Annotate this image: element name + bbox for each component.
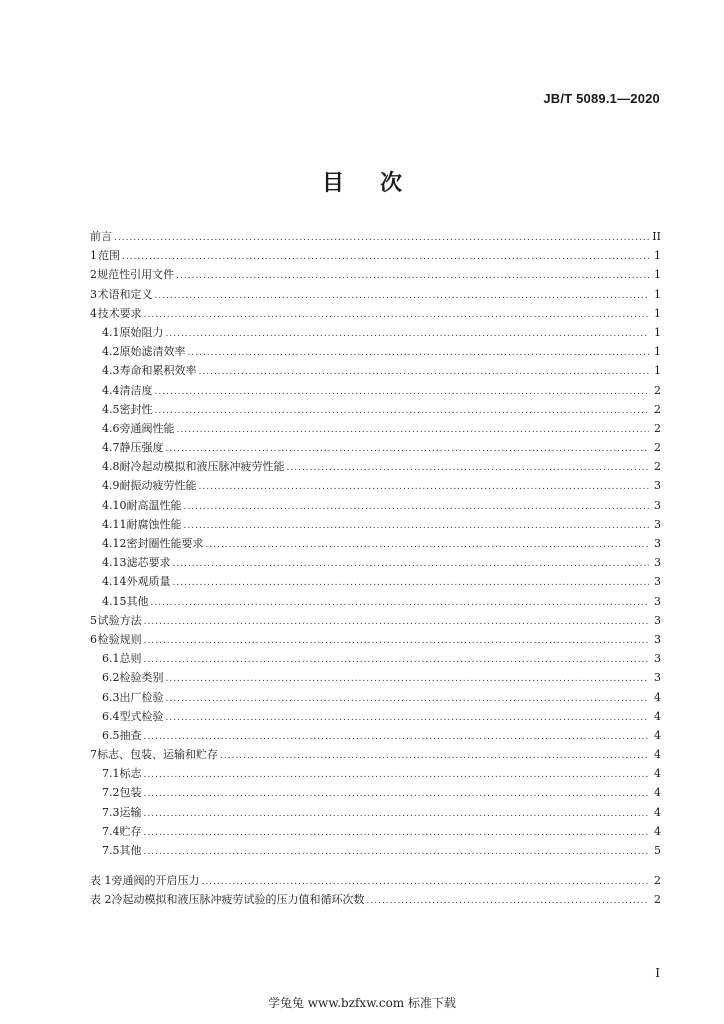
toc-entry-label: 术语和定义 (97, 287, 153, 301)
toc-entry-number: 6.2 (102, 671, 120, 685)
toc-entry-number: 4.11 (102, 517, 127, 531)
toc-entry[interactable] (90, 515, 661, 534)
toc-entry-page: 4 (654, 728, 661, 742)
toc-entry-page: 2 (654, 441, 661, 455)
toc-entry[interactable] (90, 611, 661, 630)
table-list-entry[interactable] (90, 871, 661, 890)
toc-entry-label: 外观质量 (126, 575, 171, 589)
toc-entry-number: 4.13 (102, 556, 127, 570)
toc-entry-label: 静压强度 (119, 441, 164, 455)
page-title (0, 166, 724, 197)
toc-entry-number: 4.9 (102, 479, 120, 493)
toc-entry[interactable] (90, 419, 661, 438)
toc-entry-page: 3 (654, 613, 661, 627)
toc-entry-page: 2 (654, 383, 661, 397)
toc-entry-number: 7 (90, 748, 97, 762)
page-number: I (655, 966, 660, 980)
toc-entry[interactable] (90, 841, 661, 860)
toc-entry-page: 4 (654, 767, 661, 781)
toc-entry-page: 3 (654, 671, 661, 685)
footer-watermark: 学兔兔 www.bzfxw.com 标准下载 (267, 996, 457, 1010)
toc-entry-number: 6 (90, 632, 97, 646)
toc-entry-page: 3 (654, 556, 661, 570)
toc-entry-label: 范围 (97, 249, 120, 263)
toc-entry-page: 3 (654, 498, 661, 512)
toc-entry[interactable] (90, 265, 661, 284)
toc-entry-label: 前言 (90, 230, 112, 243)
toc-entry-label: 耐腐蚀性能 (126, 517, 182, 531)
toc-entry-page: 4 (654, 709, 661, 723)
toc-entry-label: 出厂检验 (119, 690, 164, 704)
toc-entry-number: 6.3 (102, 690, 120, 704)
toc-entry-page: 1 (654, 325, 661, 339)
toc-entry-page: 1 (654, 249, 661, 263)
toc-entry[interactable] (90, 227, 661, 246)
toc-entry[interactable] (90, 476, 661, 495)
dot-leader (367, 892, 650, 911)
toc-entry[interactable] (90, 246, 661, 265)
toc-entry-page: 3 (654, 594, 661, 608)
toc-entry-page: 5 (654, 844, 661, 857)
toc-entry-number: 6.5 (102, 728, 120, 742)
toc-entry-number: 4.8 (102, 460, 120, 474)
toc-entry-label: 运输 (119, 805, 142, 819)
toc-entry-page: 3 (654, 537, 661, 550)
toc-entry-label: 密封圈性能要求 (126, 537, 204, 550)
toc-entry-number: 6.1 (102, 652, 120, 666)
toc-entry-label: 试验方法 (97, 613, 142, 627)
table-of-contents (90, 227, 661, 910)
toc-entry[interactable] (90, 688, 661, 707)
toc-entry-label: 耐振动疲劳性能 (119, 479, 197, 493)
toc-entry-number: 4.4 (102, 383, 120, 397)
toc-entry-page: 4 (654, 748, 661, 762)
toc-entry[interactable] (90, 361, 661, 380)
toc-entry-number: 4.12 (102, 537, 127, 550)
toc-entry-page: 2 (654, 874, 661, 888)
toc-entry-page: 4 (654, 805, 661, 819)
toc-entry-number: 2 (90, 268, 97, 282)
toc-entry-number: 7.2 (102, 786, 120, 800)
toc-entry[interactable] (90, 745, 661, 764)
toc-entry-number: 4.5 (102, 402, 120, 416)
toc-entry[interactable] (90, 764, 661, 783)
title-char-2: 次 (380, 171, 403, 196)
toc-entry-label: 原始阻力 (119, 325, 164, 339)
toc-entry[interactable] (90, 649, 661, 668)
dot-leader (144, 843, 650, 862)
toc-entry[interactable] (90, 553, 661, 572)
toc-entry[interactable] (90, 400, 661, 419)
toc-entry-page: 1 (654, 287, 661, 301)
toc-entry-label: 抽查 (119, 728, 142, 742)
toc-entry-page: 2 (654, 893, 661, 907)
toc-entry-label: 旁通阀的开启压力 (111, 874, 200, 888)
toc-entry-page: 1 (654, 268, 661, 282)
toc-entry-page: 4 (654, 824, 661, 838)
toc-entry-number: 7.4 (102, 824, 120, 838)
toc-entry-label: 其他 (119, 844, 142, 857)
toc-entry[interactable] (90, 572, 661, 591)
toc-entry-page: 1 (654, 364, 661, 378)
toc-entry[interactable] (90, 534, 661, 553)
toc-entry[interactable] (90, 438, 661, 457)
toc-entry-number: 7.3 (102, 805, 120, 819)
toc-entry-label: 检验类别 (119, 671, 164, 685)
toc-entry-page: 1 (654, 306, 661, 320)
toc-entry-page: 4 (654, 690, 661, 704)
toc-entry-number: 4.14 (102, 575, 127, 589)
toc-entry-label: 检验规则 (97, 632, 142, 646)
toc-entry[interactable] (90, 381, 661, 400)
toc-entry-page: II (652, 230, 661, 243)
toc-entry[interactable] (90, 726, 661, 745)
standard-number: JB/T 5089.1—2020 (543, 91, 660, 106)
toc-entry[interactable] (90, 630, 661, 649)
toc-entry[interactable] (90, 285, 661, 304)
toc-entry-label: 贮存 (119, 824, 142, 838)
toc-entry-number: 4.15 (102, 594, 127, 608)
toc-entry-page: 2 (654, 460, 661, 474)
toc-entry[interactable] (90, 304, 661, 323)
toc-entry-page: 3 (654, 517, 661, 531)
toc-entry[interactable] (90, 342, 661, 361)
toc-entry-page: 4 (654, 786, 661, 800)
table-number: 表 1 (90, 874, 112, 888)
toc-entry-label: 旁通阀性能 (119, 421, 175, 435)
toc-entry-page: 2 (654, 402, 661, 416)
toc-entry-label: 耐高温性能 (126, 498, 182, 512)
table-number: 表 2 (90, 893, 112, 907)
toc-entry-label: 规范性引用文件 (97, 268, 175, 282)
toc-entry-number: 6.4 (102, 709, 120, 723)
toc-entry[interactable] (90, 457, 661, 476)
toc-entry-label: 标志、包装、运输和贮存 (97, 748, 218, 762)
toc-entry-page: 3 (654, 652, 661, 666)
toc-entry-label: 技术要求 (97, 306, 142, 320)
toc-entry-label: 原始滤清效率 (119, 345, 186, 359)
toc-entry[interactable] (90, 323, 661, 342)
toc-entry-number: 5 (90, 613, 97, 627)
toc-entry-page: 2 (654, 421, 661, 435)
toc-entry-number: 4.3 (102, 364, 120, 378)
toc-entry-number: 1 (90, 249, 97, 263)
toc-entry-number: 4 (90, 306, 97, 320)
toc-entry[interactable] (90, 707, 661, 726)
toc-entry-number: 4.6 (102, 421, 120, 435)
toc-entry-label: 寿命和累积效率 (119, 364, 197, 378)
toc-entry-page: 3 (654, 479, 661, 493)
toc-entry-number: 7.5 (102, 844, 120, 857)
toc-entry-page: 1 (654, 345, 661, 359)
toc-entry[interactable] (90, 668, 661, 687)
toc-entry-label: 包装 (119, 786, 142, 800)
toc-entry-label: 密封性 (119, 402, 153, 416)
toc-entry-number: 3 (90, 287, 97, 301)
toc-entry[interactable] (90, 783, 661, 802)
toc-entry-number: 4.1 (102, 325, 120, 339)
toc-entry-number: 4.2 (102, 345, 120, 359)
toc-entry-label: 标志 (119, 767, 142, 781)
toc-entry-page: 3 (654, 632, 661, 646)
toc-entry-label: 耐冷起动模拟和液压脉冲疲劳性能 (119, 460, 285, 474)
toc-entry-number: 4.7 (102, 441, 120, 455)
toc-entry[interactable] (90, 496, 661, 515)
toc-entry-label: 滤芯要求 (126, 556, 171, 570)
toc-entry[interactable] (90, 822, 661, 841)
toc-entry-label: 清洁度 (119, 383, 153, 397)
toc-entry-page: 3 (654, 575, 661, 589)
toc-entry-number: 7.1 (102, 767, 120, 781)
table-list-entry[interactable] (90, 890, 661, 909)
toc-entry[interactable] (90, 592, 661, 611)
toc-entry-label: 总则 (119, 652, 142, 666)
toc-entry[interactable] (90, 803, 661, 822)
toc-entry-label: 冷起动模拟和液压脉冲疲劳试验的压力值和循环次数 (111, 893, 365, 907)
toc-entry-label: 其他 (126, 594, 149, 608)
toc-entry-label: 型式检验 (119, 709, 164, 723)
title-char-1: 目 (321, 171, 344, 196)
toc-entry-number: 4.10 (102, 498, 127, 512)
